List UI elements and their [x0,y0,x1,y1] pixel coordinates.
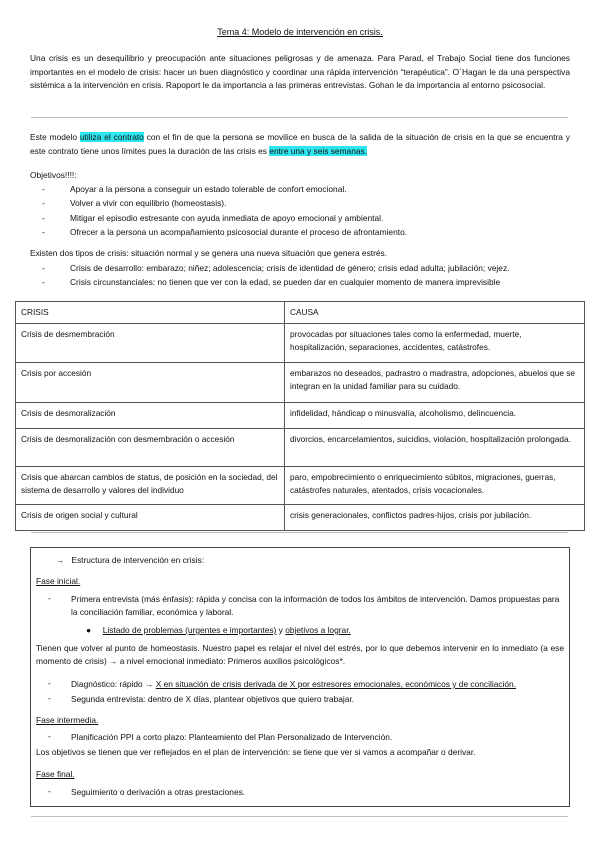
table-cell: crisis generacionales, conflictos padres-hijos, crisis por jubilación. [285,505,585,531]
table-row [16,403,585,429]
table-header: CRISIS [16,302,285,324]
table-row [16,363,585,403]
phase-intermediate-heading: Fase intermedia. [36,715,99,725]
divider [31,532,568,533]
list-item: - Ofrecer a la persona un acompañamiento psicosocial durante el proceso de afrontamiento. [42,227,408,238]
list-item: - Mitigar el episodio estresante con ayuda inmediata de apoyo emocional y ambiental. [42,212,384,223]
crisis-table [15,301,585,531]
list-item: - Crisis de desarrollo: embarazo; niñez; adolescencia; crisis de identidad de género; crisis edad adulta; jubilación; vejez. [42,263,510,273]
table-cell: Crisis de desmoralización con desmembración o accesión [16,429,285,467]
phase-initial-heading: Fase inicial. [36,576,81,586]
list-item: - Volver a vivir con equilibrio (homeostasis). [42,198,227,209]
table-header: CAUSA [285,302,585,324]
types-list [30,261,575,290]
table-cell: embarazos no deseados, padrastro o madrastra, adopciones, abuelos que se integran en la unidad familiar para su cuidado. [285,363,585,403]
objectives-label: Objetivos!!!!: [30,170,77,180]
table-cell: infidelidad, hándicap o minusvalía, alcoholismo, delincuencia. [285,403,585,429]
table-cell: Crisis de desmembración [16,324,285,363]
bullet-icon: ● [86,625,92,635]
objectives-reflected: Los objetivos se tienen que ver reflejados en el plan de intervención: se tiene que ver si vamos a acompañar o derivar. [36,747,476,757]
homeostasis-paragraph: Tienen que volver al punto de homeostasis. Nuestro papel es relajar el nivel del estrés, por lo que debemos intervenir en lo inmediato (a ese momento de crisis) → a nivel emocional inmediato: Primeros auxilios psicológicos*. [36,643,564,666]
second-interview: Segunda entrevista: dentro de X días, plantear objetivos que quiero trabajar. [71,694,355,704]
table-cell: Crisis por accesión [16,363,285,403]
objectives-list [30,182,575,240]
ppi-plan: Planificación PPI a corto plazo: Planteamiento del Plan Personalizado de Intervención. [71,732,393,742]
table-row [16,505,585,531]
list-item: - Apoyar a la persona a conseguir un estado tolerable de confort emocional. [42,184,347,194]
dash: - [48,678,51,688]
diagnosis: Diagnóstico: rápido → X en situación de crisis derivada de X por estresores emocionales, económicos y de conciliación. [71,679,517,689]
first-interview: Primera entrevista (más énfasis): rápida y concisa con la información de todos los ámbitos de intervención. Damos propuestas para la conciliación familiar, económica y laboral. [71,594,560,617]
box-heading: → Estructura de intervención en crisis: [56,555,205,565]
highlight-contrato: utiliza el contrato [79,132,144,142]
intro-paragraph: Una crisis es un desequilibrio y preocupación ante situaciones peligrosas y de amenaza. Para Parad, el Trabajo Social tiene dos funciones importantes en el modelo de crisis: hacer un buen diagnóstico y coordinar una rápida intervención “terapéutica”. O´Hagan le da una perspectiva sistémica a la intervención en crisis. Rapoport le da importancia a las primeras entrevistas. Gohan le da importancia al entorno psicosocial. [30,53,570,90]
divider [31,117,568,118]
divider [31,816,568,817]
dash: - [48,731,51,741]
arrow-icon: → [56,555,65,565]
types-intro: Existen dos tipos de crisis: situación normal y se genera una nueva situación que genera estrés. [30,248,388,258]
table-row [16,429,585,467]
table-cell: Crisis de origen social y cultural [16,505,285,531]
list-item: - Crisis circunstanciales: no tienen que ver con la edad, se pueden dar en cualquier momento de manera imprevisible [42,277,501,288]
table-cell: paro, empobrecimiento o enriquecimiento súbitos, migraciones, guerras, catástrofes naturales, atentados, crisis vocacionales. [285,467,585,505]
intervention-structure-box [30,547,570,807]
document-title: Tema 4: Modelo de intervención en crisis. [217,27,383,37]
dash: - [48,786,51,796]
table-cell: Crisis que abarcan cambios de status, de posición en la sociedad, del sistema de desarrollo y valores del individuo [16,467,285,505]
highlight-duracion: entre una y seis semanas. [269,145,368,156]
table-cell: Crisis de desmoralización [16,403,285,429]
model-text-2: con el fin de que la persona se movilice en busca de la salida de la situación de crisis en la que se encuentra y este contrato tiene unos límites pues la duración de las crisis es [30,132,570,156]
model-text-1: Este modelo [30,132,80,142]
dash: - [48,693,51,703]
model-paragraph [30,131,570,158]
problems-bullet: ● Listado de problemas (urgentes e importantes) y objetivos a lograr. [86,625,351,635]
table-row [16,324,585,363]
table-cell: divorcios, encarcelamientos, suicidios, violación, hospitalización prolongada. [285,429,585,467]
table-header-row [16,302,585,324]
follow-up: Seguimiento o derivación a otras prestaciones. [71,787,246,797]
phase-final-heading: Fase final. [36,769,75,779]
table-row [16,467,585,505]
dash: - [48,593,51,603]
table-cell: provocadas por situaciones tales como la enfermedad, muerte, hospitalización, separaciones, accidentes, catástrofes. [285,324,585,363]
